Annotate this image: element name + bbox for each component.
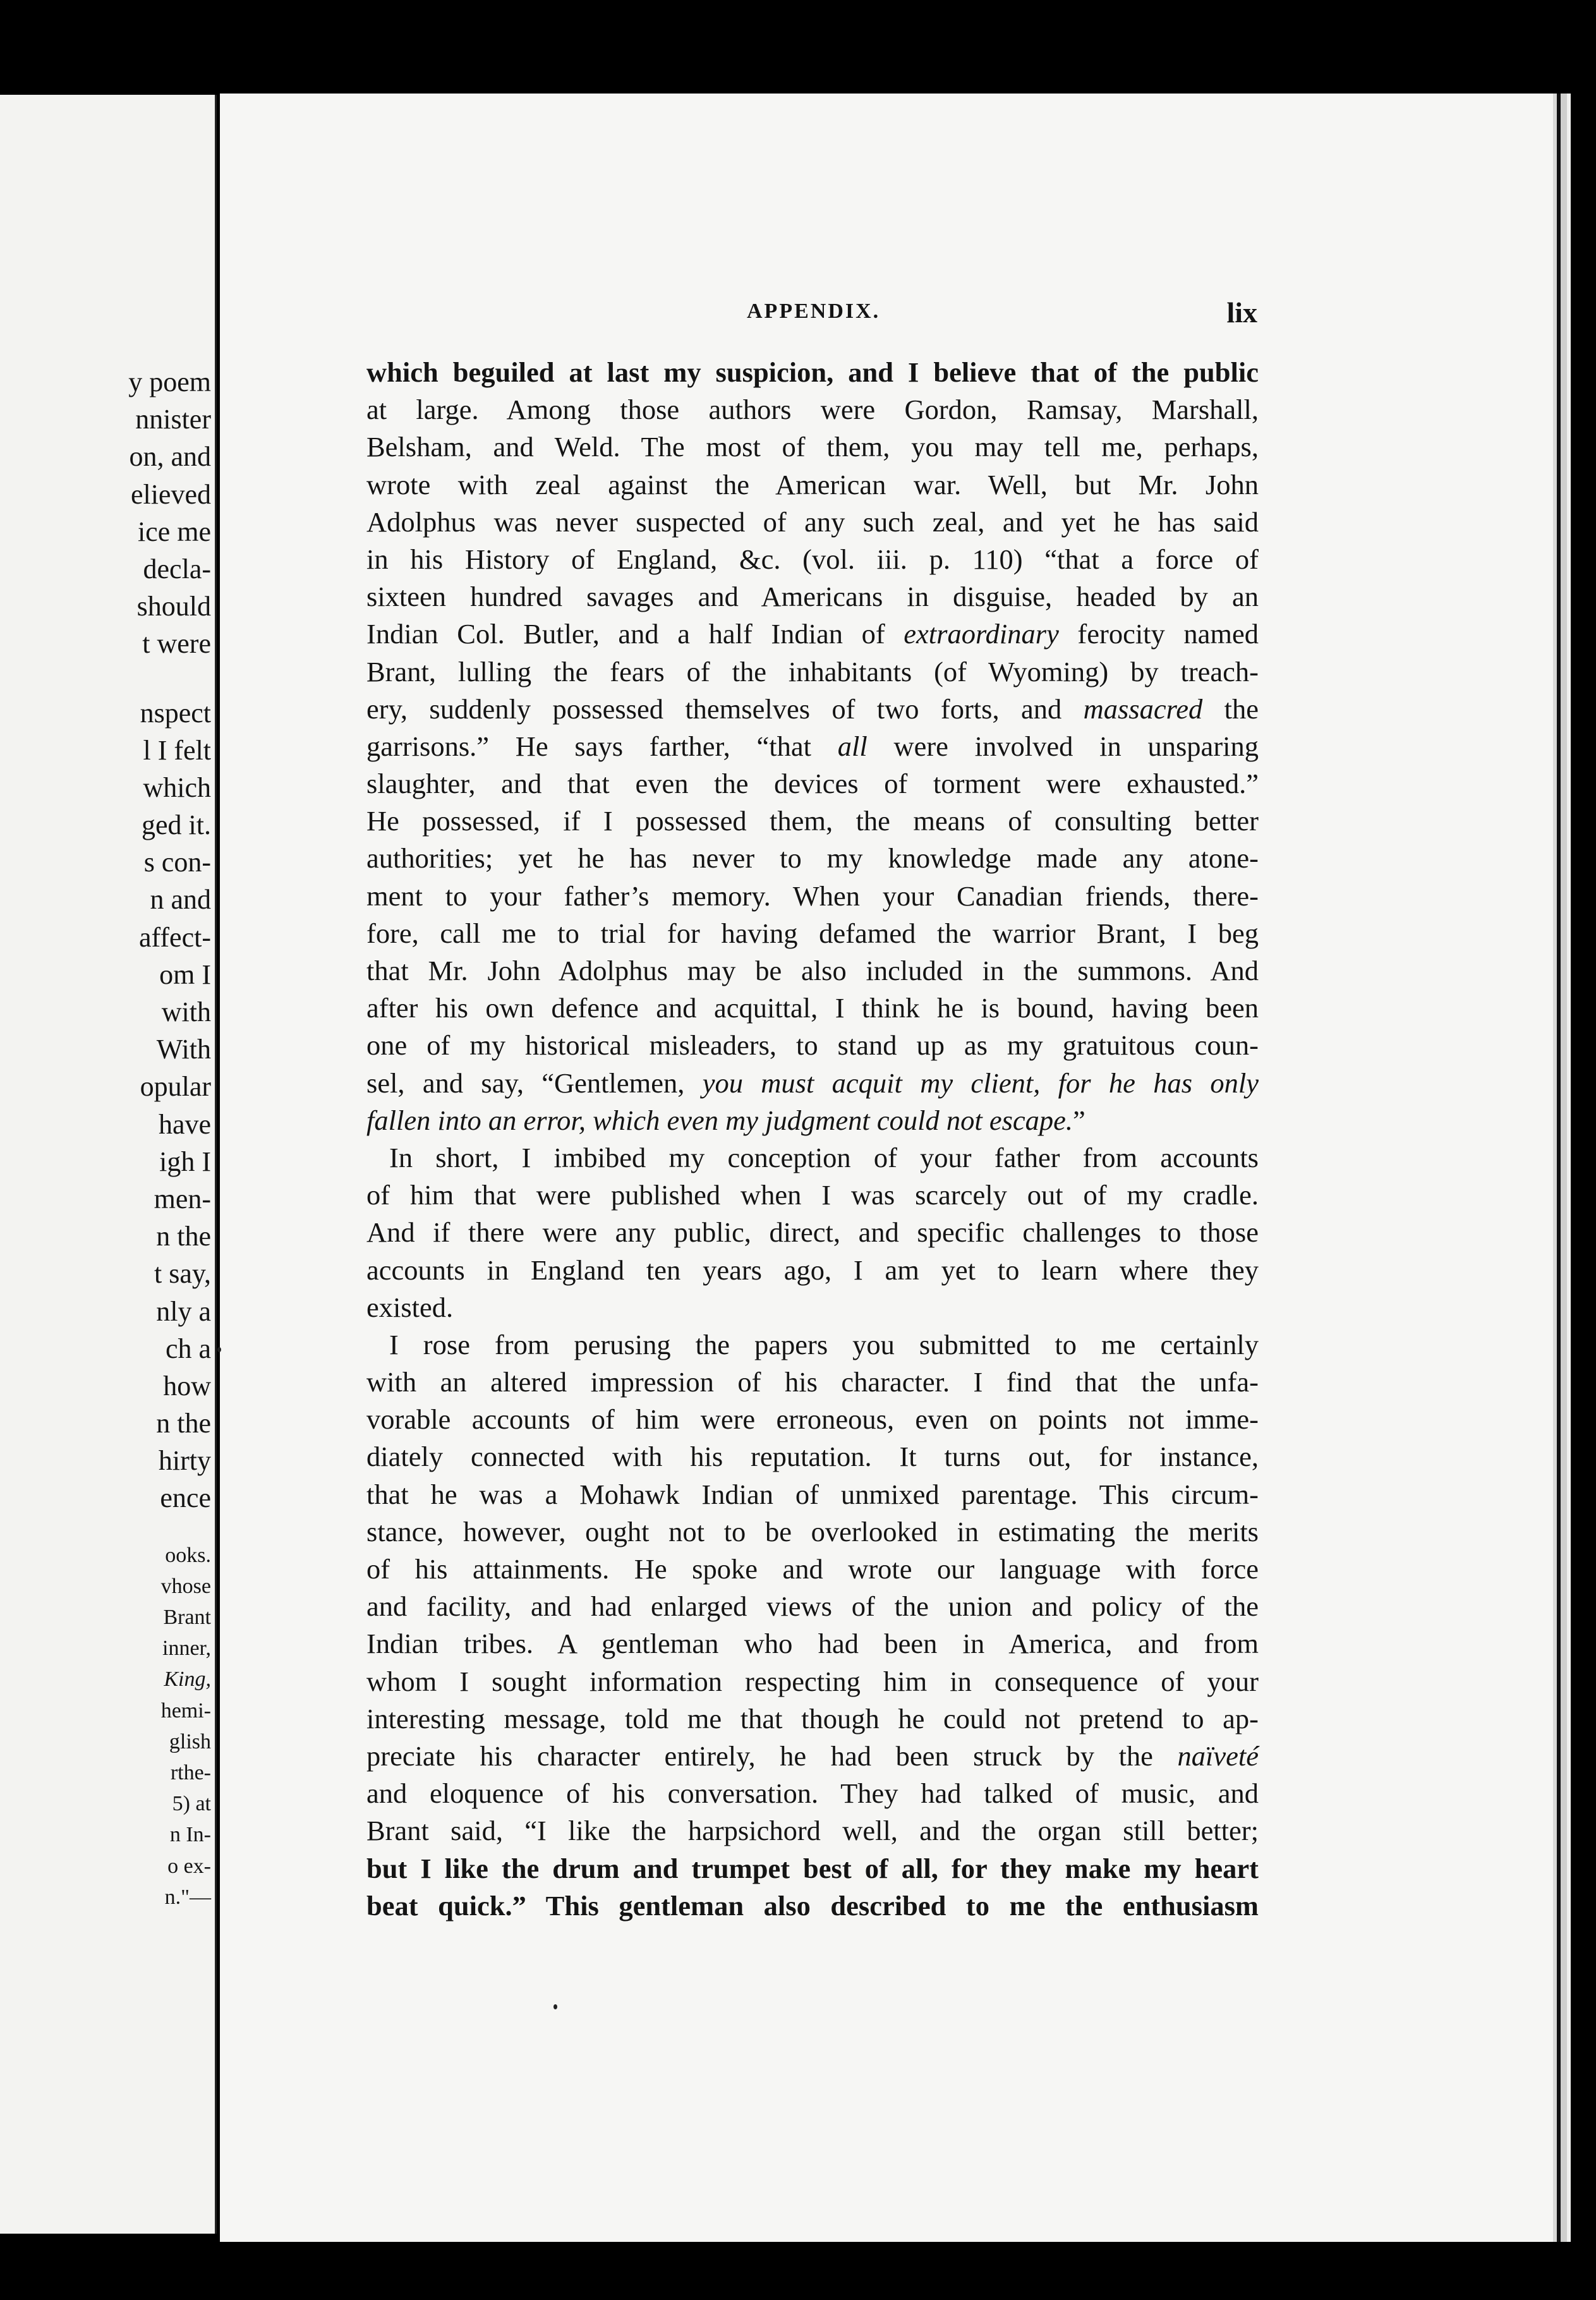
facing-line: With: [156, 1034, 211, 1065]
text-line: one of my historical misleaders, to stand up as my gratuitous coun-: [366, 1029, 1259, 1062]
text-line: [366, 615, 1259, 653]
facing-line: nspect: [140, 697, 211, 729]
facing-gap: [3, 663, 211, 694]
text-line: And if there were any public, direct, and specific challenges to those: [366, 1216, 1259, 1249]
text-line: I rose from perusing the papers you submitted to me certainly: [389, 1328, 1259, 1360]
text-line: of him that were published when I was scarcely out of my cradle.: [366, 1179, 1259, 1211]
facing-line: on, and: [129, 441, 211, 473]
page-number: lix: [1226, 296, 1257, 329]
facing-line: s con-: [143, 847, 211, 878]
facing-footnote-line: o ex-: [167, 1854, 211, 1878]
facing-footnote-line: vhose: [160, 1574, 211, 1598]
text-line: and eloquence of his conversation. They had talked of music, and: [366, 1777, 1259, 1810]
facing-page-text: [3, 363, 211, 1913]
facing-line: hirty: [158, 1445, 211, 1477]
text-line: In short, I imbibed my conception of your father from accounts: [389, 1141, 1259, 1173]
text-line: vorable accounts of him were erroneous, even on points not imme-: [366, 1403, 1259, 1436]
text-span: Indian Col. Butler, and a half Indian of: [366, 618, 904, 650]
facing-line: with: [161, 996, 211, 1027]
text-line: existed.: [366, 1291, 454, 1323]
text-line: at large. Among those authors were Gordon, Ramsay, Marshall,: [366, 394, 1259, 426]
text-line: [366, 1738, 1259, 1775]
text-span: garrisons.” He says farther, “that: [366, 730, 838, 762]
facing-gap: [3, 1517, 211, 1540]
text-line: [366, 1102, 1259, 1139]
text-line: Brant, lulling the fears of the inhabitants (of Wyoming) by treach-: [366, 655, 1259, 687]
italic-span: massacred: [1083, 693, 1203, 725]
text-line: fore, call me to trial for having defamed the warrior Brant, I beg: [366, 917, 1259, 949]
text-line: Brant said, “I like the harpsichord well, and the organ still better;: [366, 1815, 1259, 1847]
text-span: preciate his character entirely, he had been struck by the: [366, 1740, 1178, 1772]
italic-span: extraordinary: [904, 618, 1059, 650]
facing-footnote-line: 5) at: [172, 1792, 211, 1816]
facing-line: n the: [156, 1221, 211, 1252]
facing-line: igh I: [159, 1146, 211, 1177]
body-text: [366, 354, 1259, 1925]
text-span: ferocity named: [1058, 618, 1259, 650]
text-span: sel, and say, “Gentlemen,: [366, 1067, 703, 1099]
facing-footnote-line: inner,: [162, 1637, 211, 1661]
text-line: wrote with zeal against the American war. Well, but Mr. John: [366, 468, 1259, 500]
italic-span: you must acquit my client, for he has only: [702, 1067, 1259, 1099]
italic-span: fallen into an error, which even my judgment could not escape.: [366, 1104, 1073, 1136]
text-line: authorities; yet he has never to my knowledge made any atone-: [366, 842, 1259, 875]
text-span: were involved in unsparing: [867, 730, 1259, 762]
text-line: He possessed, if I possessed them, the means of consulting better: [366, 805, 1259, 837]
facing-line: ged it.: [142, 809, 211, 841]
text-line: that he was a Mohawk Indian of unmixed parentage. This circum-: [366, 1478, 1259, 1510]
scan-speck: [217, 1347, 221, 1352]
facing-line: nnister: [135, 404, 211, 435]
facing-line: n the: [156, 1408, 211, 1439]
text-line: Indian tribes. A gentleman who had been in America, and from: [366, 1628, 1259, 1660]
facing-line: ice me: [137, 516, 211, 547]
text-line: beat quick.” This gentleman also described to me the enthusiasm: [366, 1889, 1259, 1922]
text-line: but I like the drum and trumpet best of all, for they make my heart: [366, 1852, 1259, 1884]
facing-line: elieved: [130, 478, 211, 510]
text-line: ment to your father’s memory. When your Canadian friends, there-: [366, 880, 1259, 912]
scan-top-edge: [0, 0, 1596, 95]
facing-page-fragment: [0, 95, 217, 2234]
facing-footnote-line: ooks.: [165, 1543, 211, 1567]
text-span: ”: [1073, 1104, 1085, 1136]
text-line: stance, however, ought not to be overlooked in estimating the merits: [366, 1515, 1259, 1547]
facing-line: n and: [150, 884, 211, 916]
text-line: interesting message, told me that though he could not pretend to ap-: [366, 1702, 1259, 1734]
facing-footnote-line: n In-: [169, 1823, 211, 1847]
facing-line: om I: [159, 959, 211, 990]
text-line: accounts in England ten years ago, I am yet to learn where they: [366, 1254, 1259, 1286]
text-line: of his attainments. He spoke and wrote our language with force: [366, 1553, 1259, 1585]
facing-line: which: [143, 772, 211, 803]
text-line: which beguiled at last my suspicion, and I believe that of the public: [366, 356, 1259, 388]
text-line: and facility, and had enlarged views of the union and policy of the: [366, 1590, 1259, 1623]
facing-footnote-line: glish: [169, 1729, 211, 1753]
text-span: ery, suddenly possessed themselves of two forts, and: [366, 693, 1084, 725]
facing-line: t were: [142, 628, 211, 660]
text-line: [366, 728, 1259, 765]
facing-footnote-line: rthe-: [170, 1760, 211, 1784]
italic-span: all: [837, 730, 868, 762]
text-line: [366, 1065, 1259, 1102]
text-line: that Mr. John Adolphus may be also included in the summons. And: [366, 955, 1259, 986]
facing-footnote-line: hemi-: [160, 1698, 211, 1722]
text-line: Adolphus was never suspected of any such zeal, and yet he has said: [366, 505, 1259, 538]
text-span: the: [1202, 693, 1259, 725]
facing-line: t say,: [154, 1258, 211, 1290]
page-header: [366, 296, 1257, 334]
text-line: whom I sought information respecting him in consequence of your: [366, 1665, 1259, 1697]
text-line: Belsham, and Weld. The most of them, you may tell me, perhaps,: [366, 431, 1259, 463]
italic-span: naïveté: [1177, 1740, 1259, 1772]
facing-line: affect-: [139, 921, 211, 953]
facing-footnote-line: King,: [164, 1668, 211, 1692]
text-line: after his own defence and acquittal, I think he is bound, having been: [366, 992, 1259, 1024]
facing-line: y poem: [128, 366, 211, 397]
text-line: diately connected with his reputation. It turns out, for instance,: [366, 1441, 1259, 1473]
text-line: in his History of England, &c. (vol. iii. p. 110) “that a force of: [366, 543, 1259, 575]
running-head: APPENDIX.: [747, 300, 881, 323]
facing-footnote-line: n."—: [164, 1885, 211, 1909]
facing-line: nly a: [156, 1295, 211, 1327]
facing-line: how: [163, 1370, 211, 1401]
text-line: sixteen hundred savages and Americans in disguise, headed by an: [366, 581, 1259, 613]
facing-line: have: [158, 1108, 211, 1140]
text-line: [366, 691, 1259, 728]
text-line: slaughter, and that even the devices of torment were exhausted.”: [366, 768, 1259, 800]
facing-line: l I felt: [143, 734, 211, 766]
facing-line: men-: [154, 1183, 211, 1214]
facing-footnote-line: Brant: [163, 1606, 211, 1629]
scan-speck: [553, 2004, 557, 2009]
facing-line: ch a: [165, 1333, 211, 1364]
facing-line: opular: [140, 1071, 211, 1103]
facing-line: decla-: [143, 553, 211, 584]
facing-line: should: [136, 591, 211, 622]
text-line: with an altered impression of his character. I find that the unfa-: [366, 1366, 1259, 1398]
facing-line: ence: [160, 1482, 211, 1514]
